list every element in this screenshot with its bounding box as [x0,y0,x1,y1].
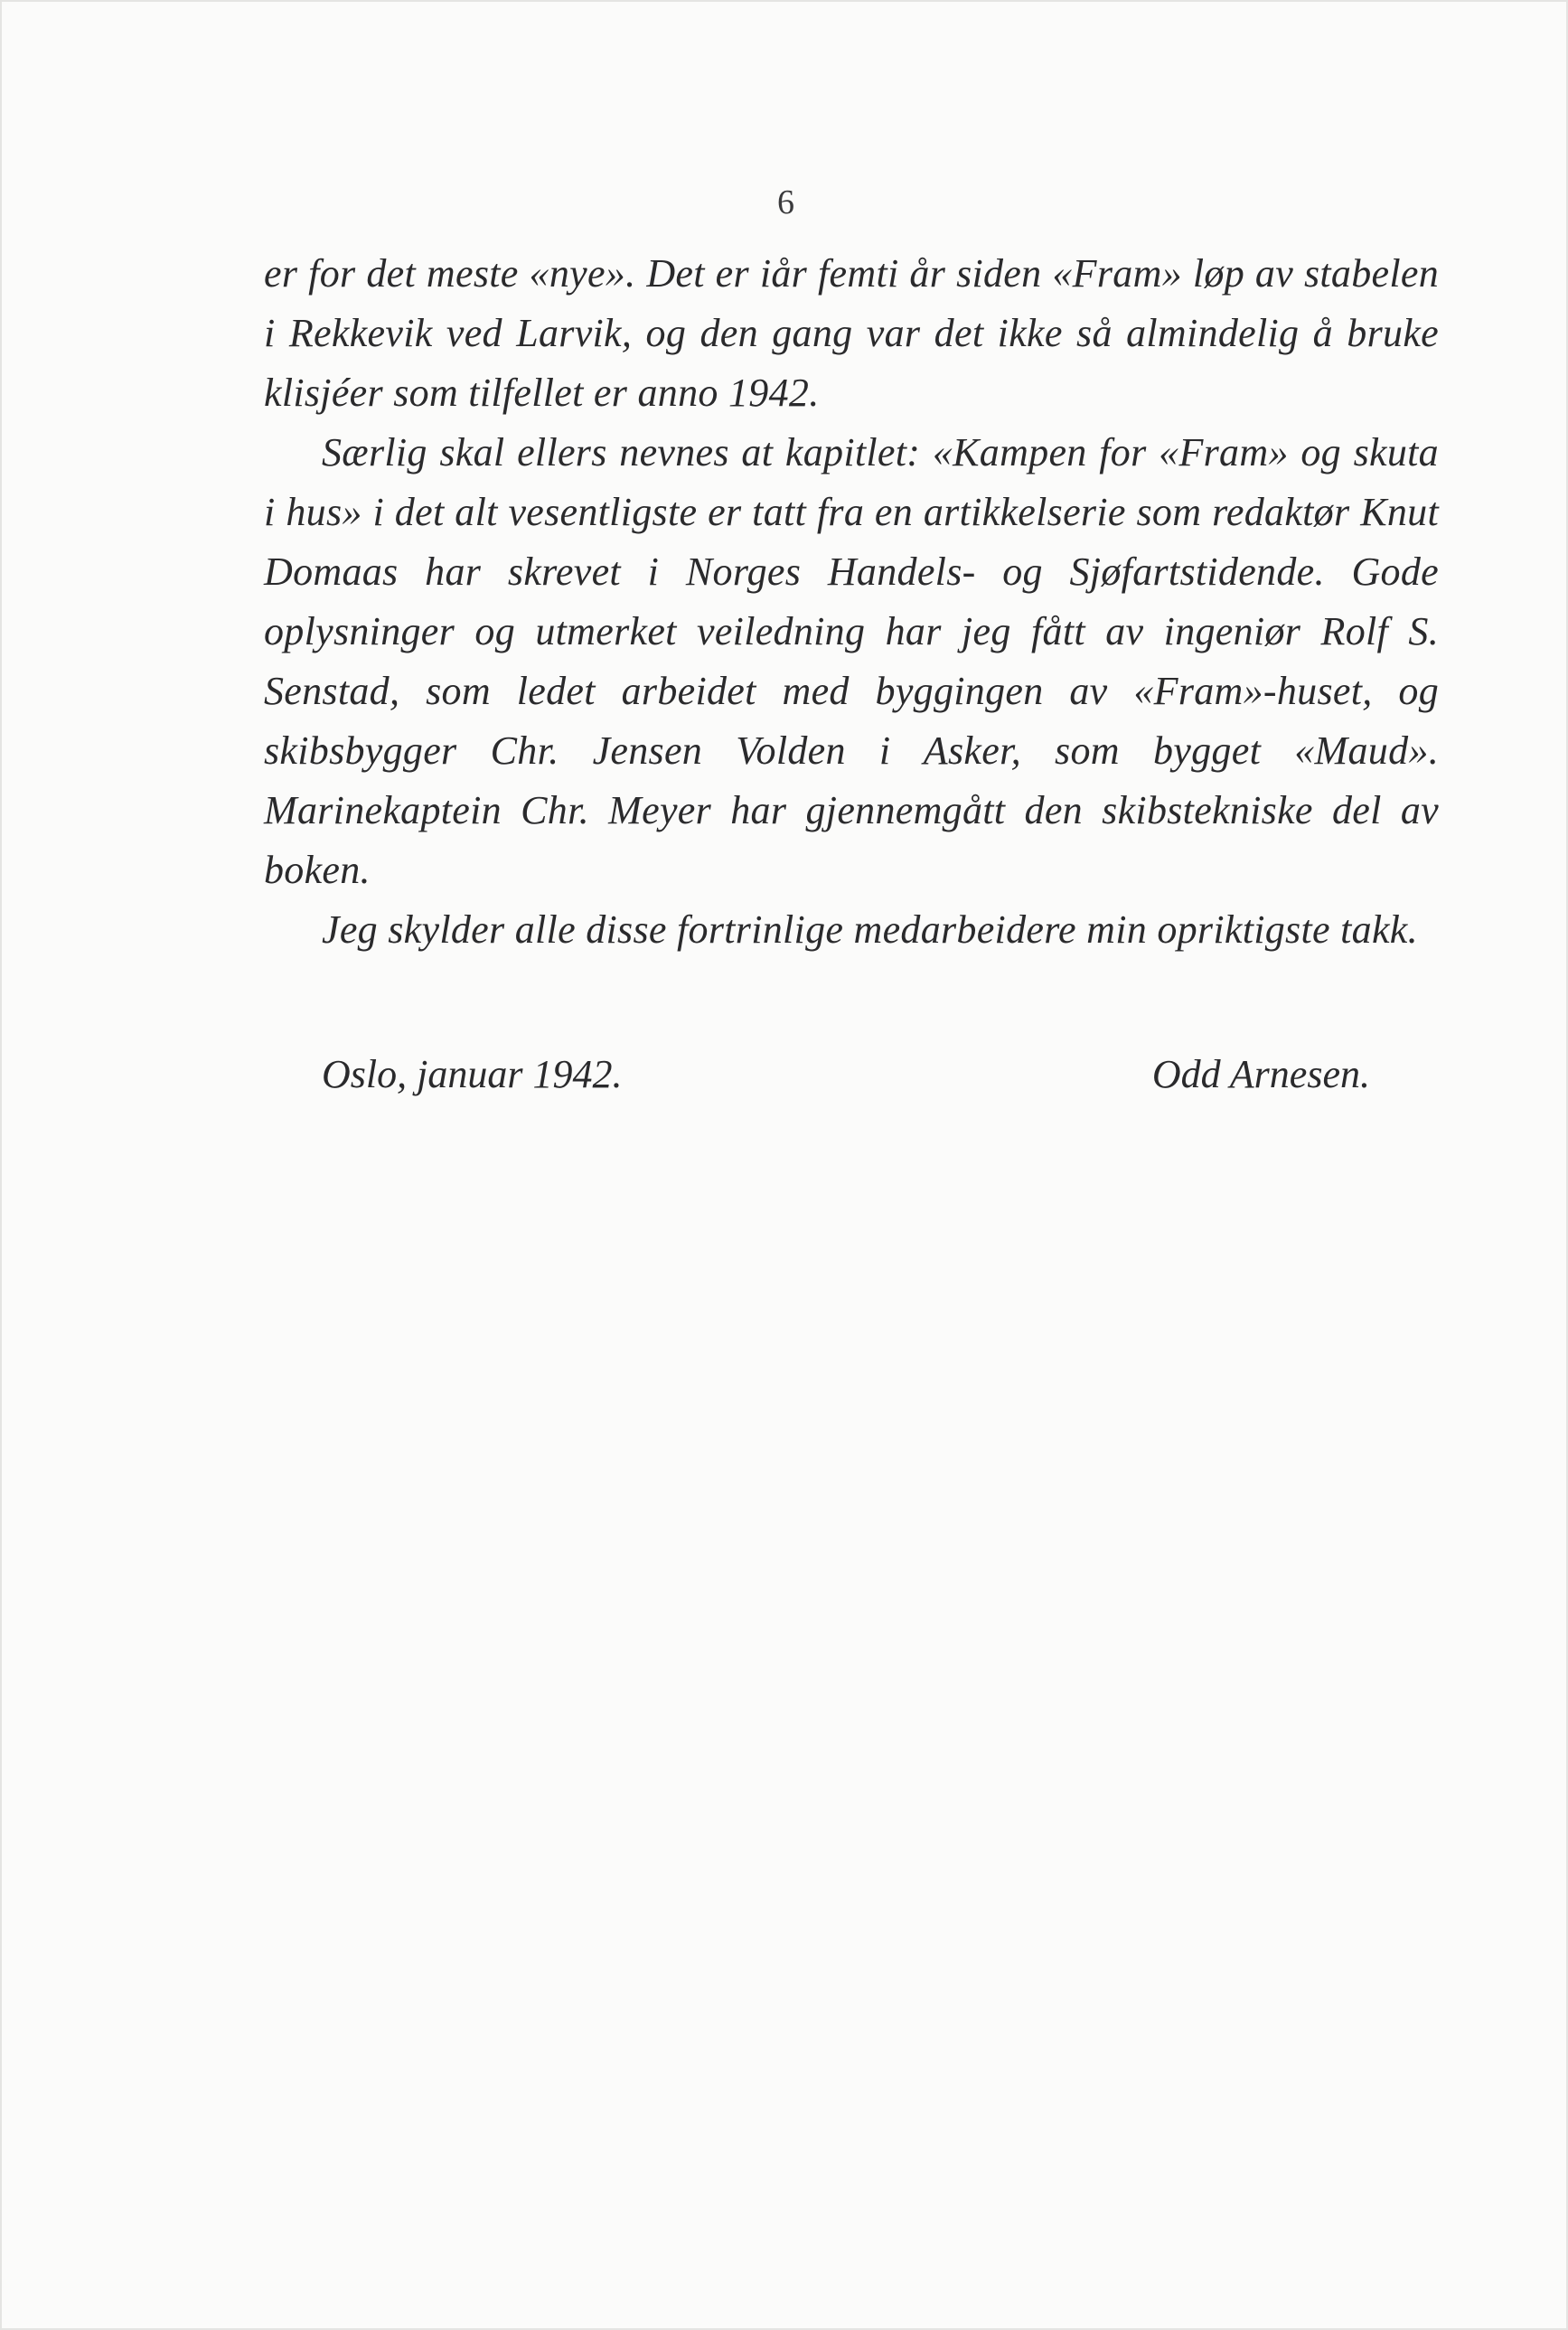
place-date: Oslo, januar 1942. [322,1052,623,1096]
signature-row [322,1045,1370,1104]
paragraph-2: Særlig skal ellers nevnes at kapitlet: «Kampen for «Fram» og skuta i hus» i det alt vesentligste er tatt fra en artikkelserie som redaktør Knut Domaas har skrevet i Norges Handels- og Sjøfartstidende. Gode oplysninger og utmerket veiledning har jeg fått av ingeniør Rolf S. Senstad, som ledet arbeidet med byggingen av «Fram»-huset, og skibsbygger Chr. Jensen Volden i Asker, som bygget «Maud». Marinekaptein Chr. Meyer har gjennemgått den skibstekniske del av boken. [264,430,1439,892]
author-name: Odd Arnesen. [1151,1052,1370,1096]
body-text [264,244,1439,960]
paragraph-3: Jeg skylder alle disse fortrinlige medarbeidere min opriktigste takk. [322,907,1418,952]
page-number: 6 [777,183,794,221]
paragraph-1: er for det meste «nye». Det er iår femti år siden «Fram» løp av stabelen i Rekkevik ved Larvik, og den gang var det ikke så almindelig å bruke klisjéer som tilfellet er anno 1942. [264,251,1439,415]
